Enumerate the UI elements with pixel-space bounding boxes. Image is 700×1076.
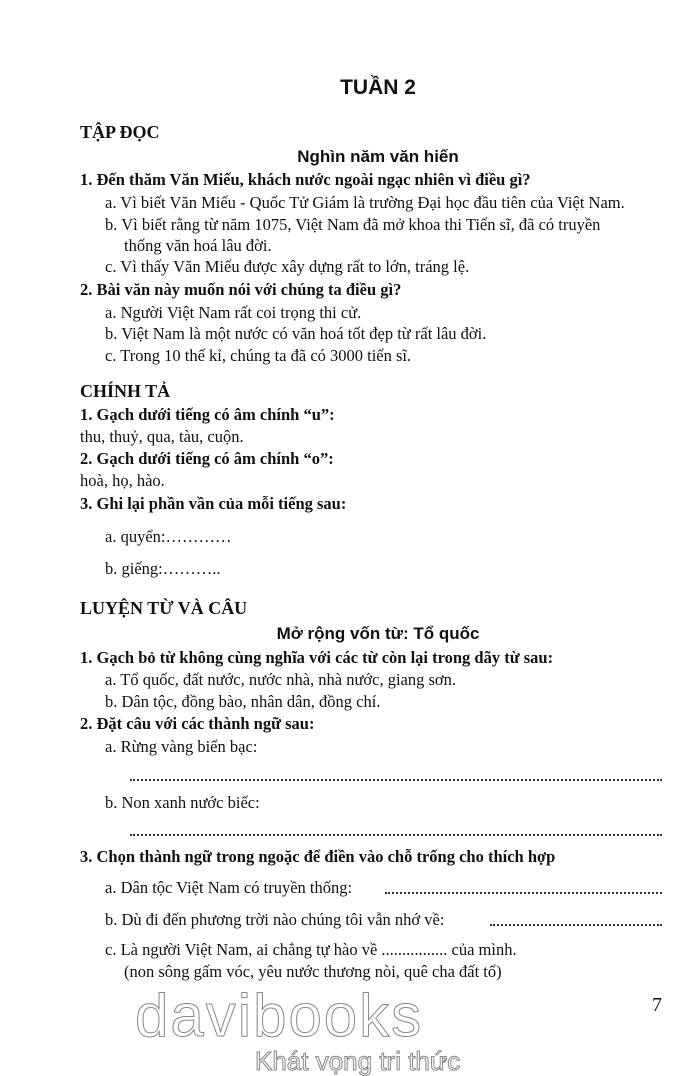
answer-option: b. Dân tộc, đồng bào, nhân dân, đồng chí. — [105, 692, 381, 711]
answer-dotted-line — [490, 924, 662, 926]
answer-option: a. Tổ quốc, đất nước, nước nhà, nhà nước, giang sơn. — [105, 670, 457, 689]
page-number: 7 — [652, 994, 662, 1016]
question: 2. Bài văn này muốn nói với chúng ta điều gì? — [80, 280, 402, 299]
fill-in-item: a. quyển:………… — [105, 527, 232, 546]
section-heading-luyen-tu: LUYỆN TỪ VÀ CÂU — [80, 598, 248, 618]
watermark-brand: davibooks — [135, 982, 424, 1049]
answer-option: a. Vì biết Văn Miếu - Quốc Tử Giám là trường Đại học đầu tiên của Việt Nam. — [105, 193, 625, 212]
fill-in-item: b. Dù đi đến phương trời nào chúng tôi vẫn nhớ về: — [105, 910, 445, 929]
answer-dotted-line — [130, 834, 662, 836]
fill-in-item: b. giếng:……….. — [105, 559, 221, 578]
answer-option-continued: thống văn hoá lâu đời. — [124, 236, 272, 255]
section-heading-chinh-ta: CHÍNH TẢ — [80, 381, 171, 401]
question: 2. Gạch dưới tiếng có âm chính “o”: — [80, 449, 334, 468]
fill-in-item: c. Là người Việt Nam, ai chẳng tự hào về ................ của mình. — [105, 940, 517, 959]
answer-dotted-line — [130, 779, 662, 781]
section-heading-tap-doc: TẬP ĐỌC — [80, 122, 160, 142]
answer-option: c. Trong 10 thế kỉ, chúng ta đã có 3000 tiến sĩ. — [105, 346, 412, 365]
question: 2. Đặt câu với các thành ngữ sau: — [80, 714, 315, 733]
question: 1. Đến thăm Văn Miếu, khách nước ngoài ngạc nhiên vì điều gì? — [80, 170, 531, 189]
word-list: hoà, họ, hào. — [80, 471, 165, 490]
lesson-title: Nghìn năm văn hiến — [297, 147, 459, 166]
question: 1. Gạch bỏ từ không cùng nghĩa với các từ còn lại trong dãy từ sau: — [80, 648, 554, 667]
answer-option: a. Người Việt Nam rất coi trọng thi cử. — [105, 303, 362, 322]
question: 3. Ghi lại phần vần của mỗi tiếng sau: — [80, 494, 347, 513]
answer-option: b. Vì biết rằng từ năm 1075, Việt Nam đã mở khoa thi Tiến sĩ, đã có truyền — [105, 215, 601, 234]
watermark-slogan: Khát vọng tri thức — [255, 1046, 461, 1076]
word-list: thu, thuỷ, qua, tàu, cuộn. — [80, 427, 244, 446]
fill-in-item: b. Non xanh nước biếc: — [105, 793, 260, 812]
lesson-title: Mở rộng vốn từ: Tổ quốc — [276, 624, 480, 643]
answer-option: b. Việt Nam là một nước có văn hoá tốt đẹp từ rất lâu đời. — [105, 324, 487, 343]
fill-in-item: a. Rừng vàng biển bạc: — [105, 737, 258, 756]
fill-in-item: a. Dân tộc Việt Nam có truyền thống: — [105, 878, 353, 897]
options-hint: (non sông gấm vóc, yêu nước thương nòi, quê cha đất tổ) — [124, 962, 502, 981]
question: 1. Gạch dưới tiếng có âm chính “u”: — [80, 405, 335, 424]
question: 3. Chọn thành ngữ trong ngoặc để điền vào chỗ trống cho thích hợp — [80, 847, 556, 866]
answer-option: c. Vì thấy Văn Miếu được xây dựng rất to lớn, tráng lệ. — [105, 257, 470, 276]
answer-dotted-line — [385, 892, 662, 894]
week-title: TUẦN 2 — [340, 76, 416, 99]
